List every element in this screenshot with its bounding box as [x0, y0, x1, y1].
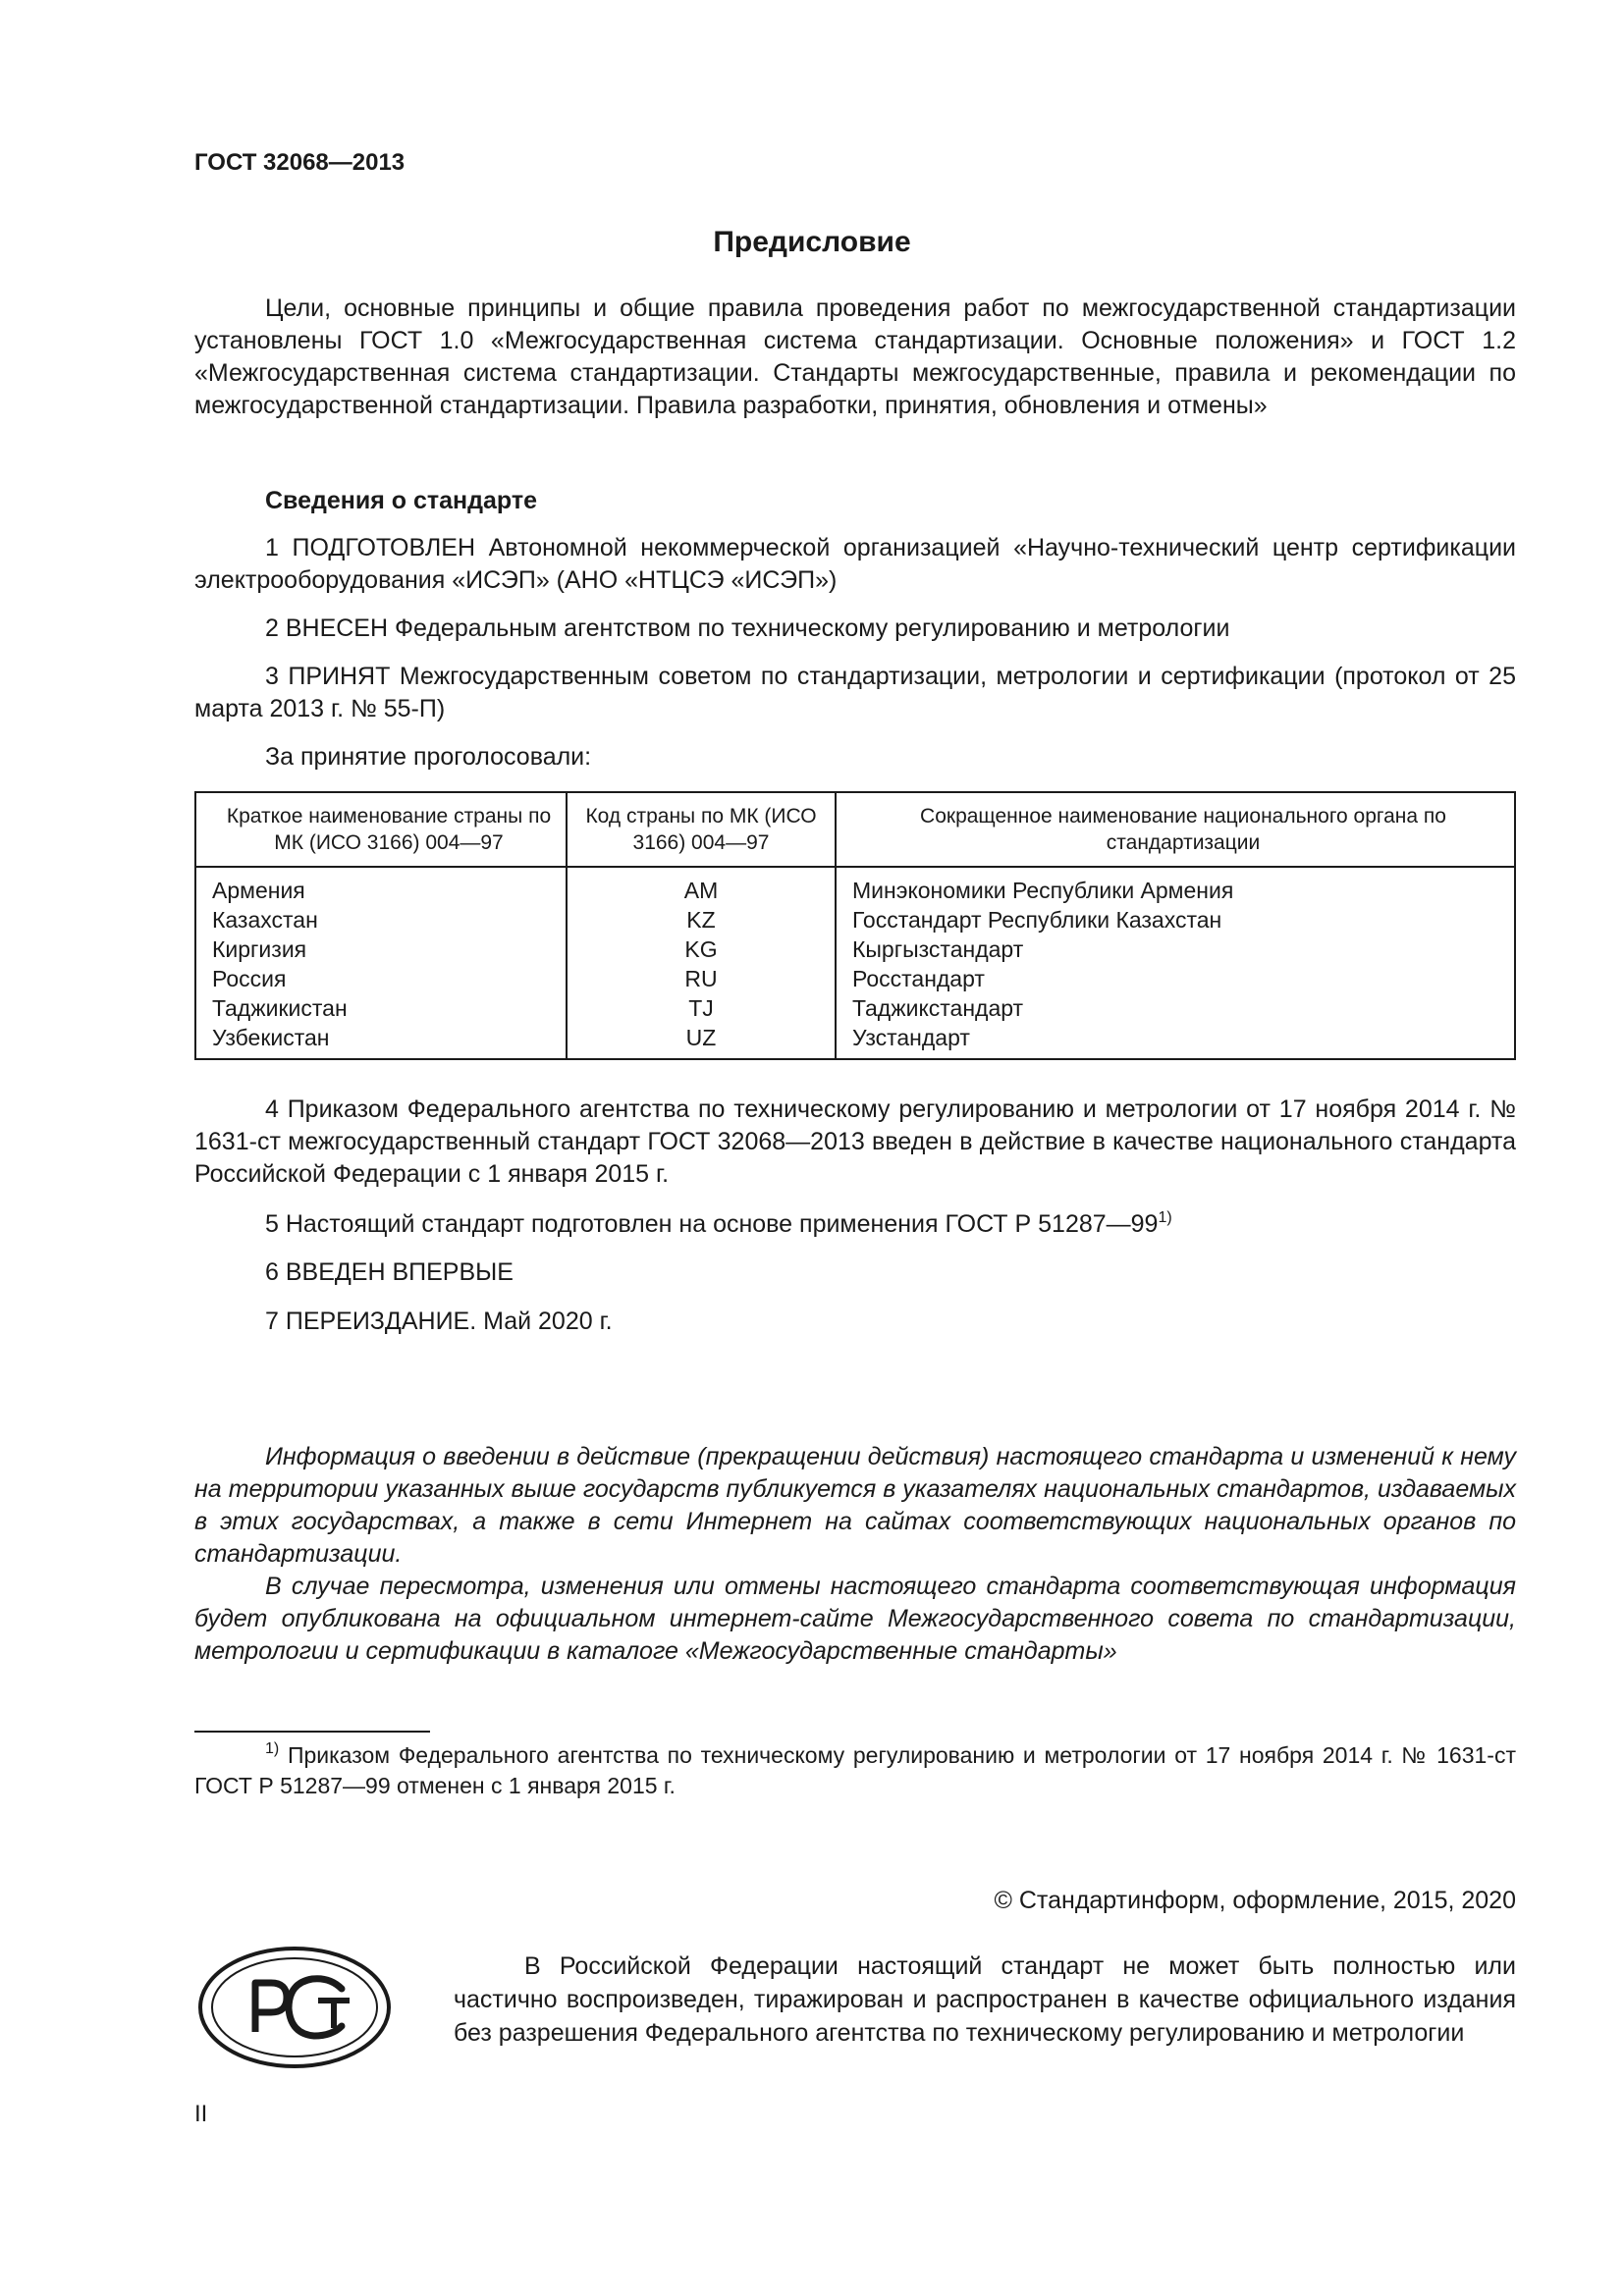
code-cell: RU	[567, 964, 836, 993]
footnote-reference-mark: 1)	[1158, 1209, 1172, 1226]
country-cell: Армения	[195, 867, 567, 905]
body-cell: Таджикстандарт	[836, 993, 1515, 1023]
table-header-row	[195, 792, 1515, 867]
body-cell: Узстандарт	[836, 1023, 1515, 1059]
item-6-paragraph: 6 ВВЕДЕН ВПЕРВЫЕ	[265, 1258, 514, 1286]
page-title: Предисловие	[713, 226, 911, 258]
code-cell: AM	[567, 867, 836, 905]
table-row	[195, 934, 1515, 964]
item-5-text: 5 Настоящий стандарт подготовлен на основе применения ГОСТ Р 51287—99	[265, 1210, 1159, 1238]
table-row	[195, 964, 1515, 993]
section-heading: Сведения о стандарте	[265, 487, 538, 514]
item-2-paragraph: 2 ВНЕСЕН Федеральным агентством по техническому регулированию и метрологии	[265, 614, 1230, 642]
copyright-line: © Стандартинформ, оформление, 2015, 2020	[994, 1887, 1516, 1914]
info-paragraph-1: Информация о введении в действие (прекращении действия) настоящего стандарта и изменений к нему на территории указанных выше государств публикуется в указателях национальных стандартов, издаваемых в этих государствах, а также в сети Интернет на сайтах соответствующих национальных органов по стандартизации.	[194, 1443, 1516, 1568]
code-cell: KZ	[567, 905, 836, 934]
country-cell: Узбекистан	[195, 1023, 567, 1059]
vote-intro: За принятие проголосовали:	[265, 743, 592, 771]
table-row	[195, 1023, 1515, 1059]
body-cell: Кыргызстандарт	[836, 934, 1515, 964]
intro-paragraph: Цели, основные принципы и общие правила проведения работ по межгосударственной стандартизации установлены ГОСТ 1.0 «Межгосударственная система стандартизации. Основные положения» и ГОСТ 1.2 «Межгосударственная система стандартизации. Стандарты межгосударственные, правила и рекомендации по межгосударственной стандартизации. Правила разработки, принятия, обновления и отмены»	[194, 294, 1516, 419]
info-paragraph-2: В случае пересмотра, изменения или отмены настоящего стандарта соответствующая информация будет опубликована на официальном интернет-сайте Межгосударственного совета по стандартизации, метрологии и сертификации в каталоге «Межгосударственные стандарты»	[194, 1573, 1516, 1665]
country-cell: Таджикистан	[195, 993, 567, 1023]
item-5-paragraph	[265, 1208, 1516, 1241]
footnote-mark: 1)	[265, 1740, 280, 1757]
item-7-paragraph: 7 ПЕРЕИЗДАНИЕ. Май 2020 г.	[265, 1308, 613, 1335]
code-cell: KG	[567, 934, 836, 964]
country-cell: Россия	[195, 964, 567, 993]
footnote-divider	[194, 1731, 430, 1733]
code-cell: UZ	[567, 1023, 836, 1059]
column-header-code: Код страны по МК (ИСО 3166) 004—97	[567, 792, 836, 867]
body-cell: Росстандарт	[836, 964, 1515, 993]
gost-r-certification-mark-icon	[196, 1944, 393, 2071]
table-row	[195, 993, 1515, 1023]
page-number: II	[194, 2101, 208, 2127]
footnote-text: Приказом Федерального агентства по техническому регулированию и метрологии от 17 ноября 2014 г. № 1631-ст ГОСТ Р 51287—99 отменен с 1 января 2015 г.	[194, 1742, 1516, 1798]
column-header-country: Краткое наименование страны по МК (ИСО 3166) 004—97	[195, 792, 567, 867]
item-1-paragraph: 1 ПОДГОТОВЛЕН Автономной некоммерческой организацией «Научно-технический центр сертификации электрооборудования «ИСЭП» (АНО «НТЦСЭ «ИСЭП»)	[194, 534, 1516, 594]
country-cell: Казахстан	[195, 905, 567, 934]
item-3-paragraph: 3 ПРИНЯТ Межгосударственным советом по стандартизации, метрологии и сертификации (протокол от 25 марта 2013 г. № 55-П)	[194, 663, 1516, 722]
body-cell: Госстандарт Республики Казахстан	[836, 905, 1515, 934]
footnote	[194, 1740, 1516, 1801]
table-row	[195, 867, 1515, 905]
body-cell: Минэкономики Республики Армения	[836, 867, 1515, 905]
item-4-paragraph: 4 Приказом Федерального агентства по техническому регулированию и метрологии от 17 ноября 2014 г. № 1631-ст межгосударственный стандарт ГОСТ 32068—2013 введен в действие в качестве национального стандарта Российской Федерации с 1 января 2015 г.	[194, 1095, 1516, 1188]
table-row	[195, 905, 1515, 934]
country-cell: Киргизия	[195, 934, 567, 964]
reproduction-notice: В Российской Федерации настоящий стандарт не может быть полностью или частично воспроизведен, тиражирован и распространен в качестве официального издания без разрешения Федерального агентства по техническому регулированию и метрологии	[454, 1952, 1516, 2047]
code-cell: TJ	[567, 993, 836, 1023]
column-header-body: Сокращенное наименование национального органа по стандартизации	[836, 792, 1515, 867]
doc-header-number: ГОСТ 32068—2013	[194, 149, 406, 176]
voting-table	[194, 791, 1516, 1060]
